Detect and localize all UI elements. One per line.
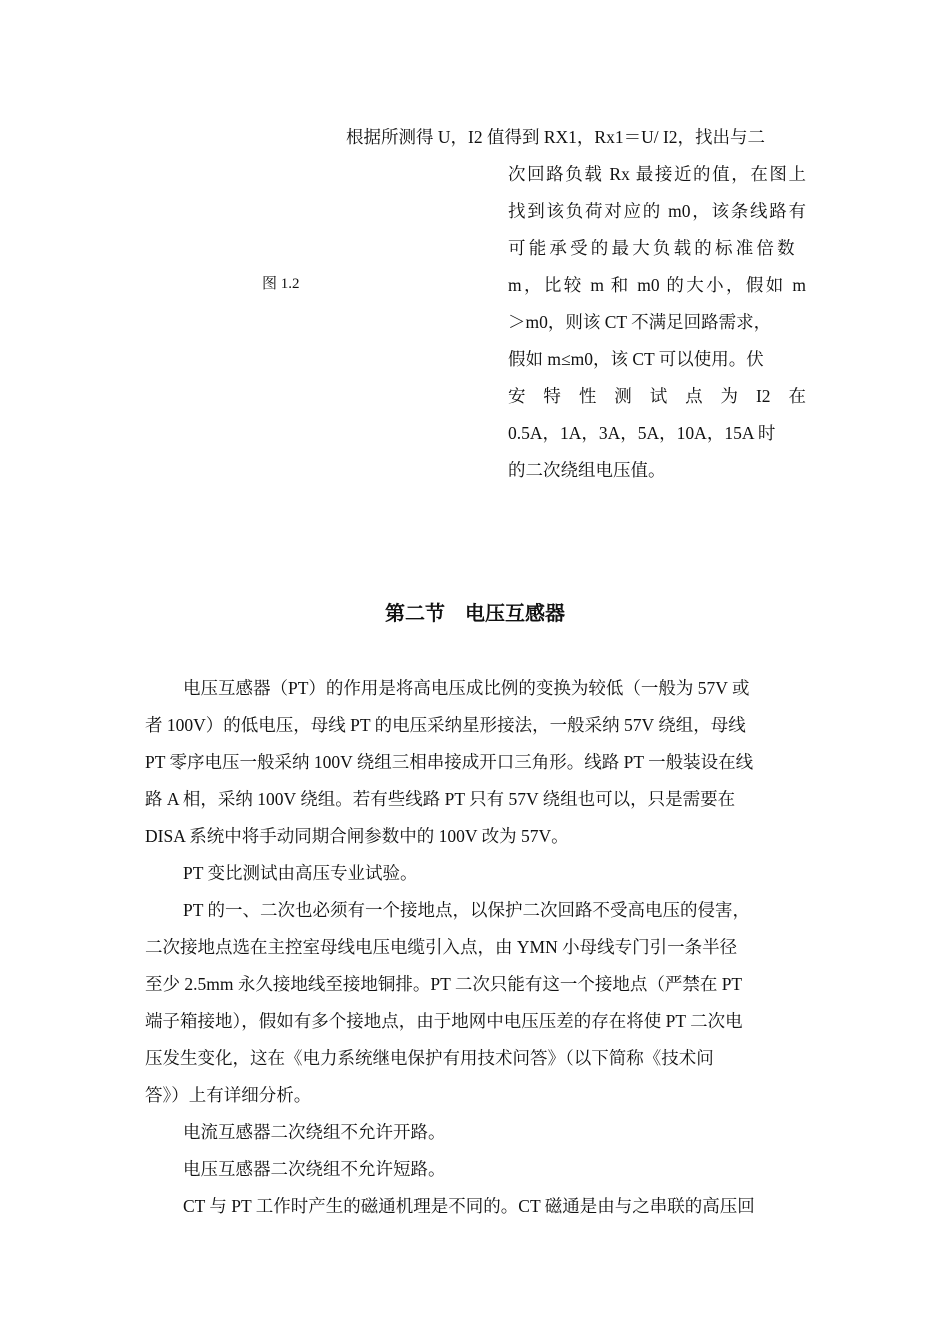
body-line-7: PT 的一、二次也必须有一个接地点，以保护二次回路不受高电压的侵害，: [183, 900, 750, 920]
spaced-token: I2: [755, 386, 771, 406]
figure-text-line-5: m，比较 m 和 m0 的大小，假如 m: [508, 275, 806, 295]
body-line-5: DISA 系统中将手动同期合闸参数中的 100V 改为 57V。: [145, 826, 569, 846]
figure-text-line-9: 0.5A，1A，3A，5A，10A，15A 时: [508, 423, 776, 443]
body-line-13: 电流互感器二次绕组不允许开路。: [183, 1122, 446, 1142]
spaced-token: 特: [543, 386, 561, 406]
body-line-11: 压发生变化，这在《电力系统继电保护有用技术问答》（以下简称《技术问: [145, 1048, 714, 1068]
figure-text-line-8-spaced: [508, 384, 806, 408]
figure-text-line-6: ＞m0，则该 CT 不满足回路需求，: [508, 312, 772, 332]
figure-text-line-7: 假如 m≤m0，该 CT 可以使用。伏: [508, 349, 764, 369]
body-line-6: PT 变比测试由高压专业试验。: [183, 863, 418, 883]
spaced-token: 点: [685, 386, 703, 406]
spaced-token: 安: [508, 386, 526, 406]
section-title: 第二节 电压互感器: [385, 603, 565, 625]
body-line-9: 至少 2.5mm 永久接地线至接地铜排。PT 二次只能有这一个接地点（严禁在 PT: [145, 974, 743, 994]
body-line-8: 二次接地点选在主控室母线电压电缆引入点，由 YMN 小母线专门引一条半径: [145, 937, 738, 957]
spaced-token: 在: [788, 386, 806, 406]
spaced-token: 测: [614, 386, 632, 406]
figure-text-line-4: 可能承受的最大负载的标准倍数: [508, 238, 798, 258]
body-line-3: PT 零序电压一般采纳 100V 绕组三相串接成开口三角形。线路 PT 一般装设在线: [145, 752, 754, 772]
figure-text-line-1: 根据所测得 U，I2 值得到 RX1，Rx1＝U/ I2，找出与二: [346, 127, 766, 147]
figure-text-line-3: 找到该负荷对应的 m0，该条线路有: [508, 201, 806, 221]
figure-text-line-2: 次回路负载 Rx 最接近的值，在图上: [508, 164, 806, 184]
body-line-4: 路 A 相，采纳 100V 绕组。若有些线路 PT 只有 57V 绕组也可以，只是需要在: [145, 789, 736, 809]
figure-text-line-10: 的二次绕组电压值。: [508, 460, 666, 480]
body-line-14: 电压互感器二次绕组不允许短路。: [183, 1159, 446, 1179]
body-line-10: 端子箱接地），假如有多个接地点，由于地网中电压压差的存在将使 PT 二次电: [145, 1011, 743, 1031]
spaced-token: 性: [578, 386, 597, 406]
spaced-token: 试: [649, 386, 668, 406]
spaced-token: 为: [720, 386, 739, 406]
figure-caption: 图 1.2: [262, 276, 300, 292]
body-line-12: 答》）上有详细分析。: [145, 1085, 312, 1105]
body-line-15: CT 与 PT 工作时产生的磁通机理是不同的。CT 磁通是由与之串联的高压回: [183, 1196, 755, 1216]
body-line-2: 者 100V）的低电压，母线 PT 的电压采纳星形接法，一般采纳 57V 绕组，母线: [145, 715, 746, 735]
body-line-1: 电压互感器（PT）的作用是将高电压成比例的变换为较低（一般为 57V 或: [183, 678, 750, 698]
